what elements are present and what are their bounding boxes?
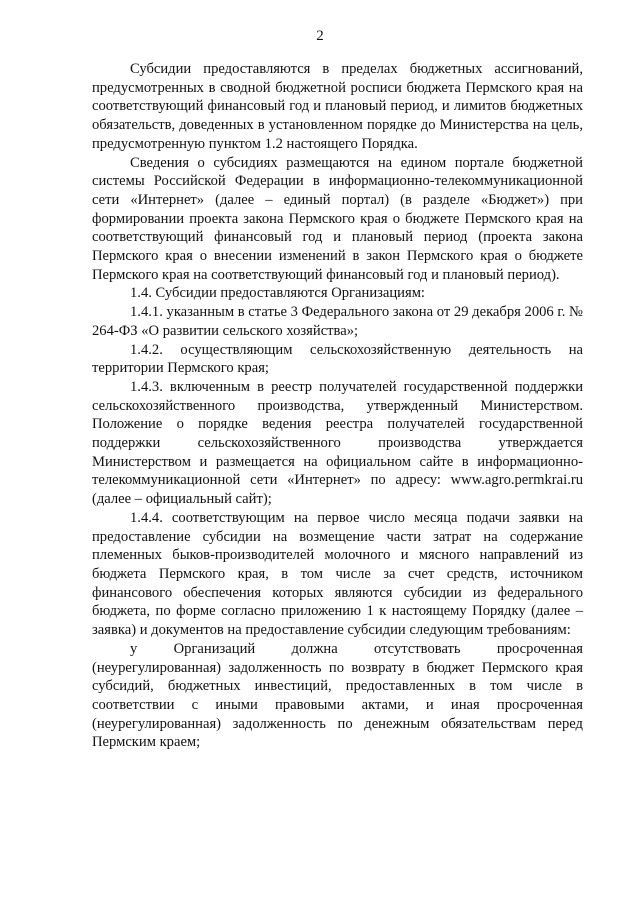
paragraph-portal-info: Сведения о субсидиях размещаются на едином портале бюджетной системы Российской Федерации в информационно-телекоммуникационной сети «Интернет» (далее – единый портал) (в разделе «Бюджет») при формировании проекта закона Пермского края о бюджете Пермского края на соответствующий финансовый год и плановый период (проекта закона Пермского края о внесении изменений в закон Пермского края о бюджете Пермского края на соответствующий финансовый год и плановый период). xyxy=(92,154,583,283)
document-body xyxy=(92,60,583,752)
paragraph-1-4-4: 1.4.4. соответствующим на первое число месяца подачи заявки на предоставление субсидии на возмещение части затрат на содержание племенных быков-производителей молочного и мясного направлений из бюджета Пермского края, в том числе за счет средств, источником финансового обеспечения которых являются субсидии из федерального бюджета, по форме согласно приложению 1 к настоящему Порядку (далее – заявка) и документов на предоставление субсидии следующим требованиям: xyxy=(92,509,583,639)
page-number: 2 xyxy=(316,28,324,44)
paragraph-1-4-1: 1.4.1. указанным в статье 3 Федерального закона от 29 декабря 2006 г. № 264-ФЗ «О развитии сельского хозяйства»; xyxy=(92,304,583,339)
paragraph-1-4-3: 1.4.3. включенным в реестр получателей государственной поддержки сельскохозяйственного производства, утвержденный Министерством. Положение о порядке ведения реестра получателей государственной поддержки сельскохозяйственного производства утверждается Министерством и размещается на официальном сайте в информационно-телекоммуникационной сети «Интернет» по адресу: www.agro.permkrai.ru (далее – официальный сайт); xyxy=(92,378,583,508)
paragraph-debt-requirement: у Организаций должна отсутствовать просроченная (неурегулированная) задолженность по возврату в бюджет Пермского края субсидий, бюджетных инвестиций, предоставленных в том числе в соответствии с иными правовыми актами, и иная просроченная (неурегулированная) задолженность по денежным обязательствам перед Пермским краем; xyxy=(92,640,583,751)
paragraph-1-4-2: 1.4.2. осуществляющим сельскохозяйственную деятельность на территории Пермского края; xyxy=(92,341,583,377)
paragraph-subsidy-limits: Субсидии предоставляются в пределах бюджетных ассигнований, предусмотренных в сводной бюджетной росписи бюджета Пермского края на соответствующий финансовый год и плановый период, и лимитов бюджетных обязательств, доведенных в установленном порядке до Министерства на цель, предусмотренную пунктом 1.2 настоящего Порядка. xyxy=(92,61,583,152)
paragraph-1-4: 1.4. Субсидии предоставляются Организациям: xyxy=(130,285,425,302)
